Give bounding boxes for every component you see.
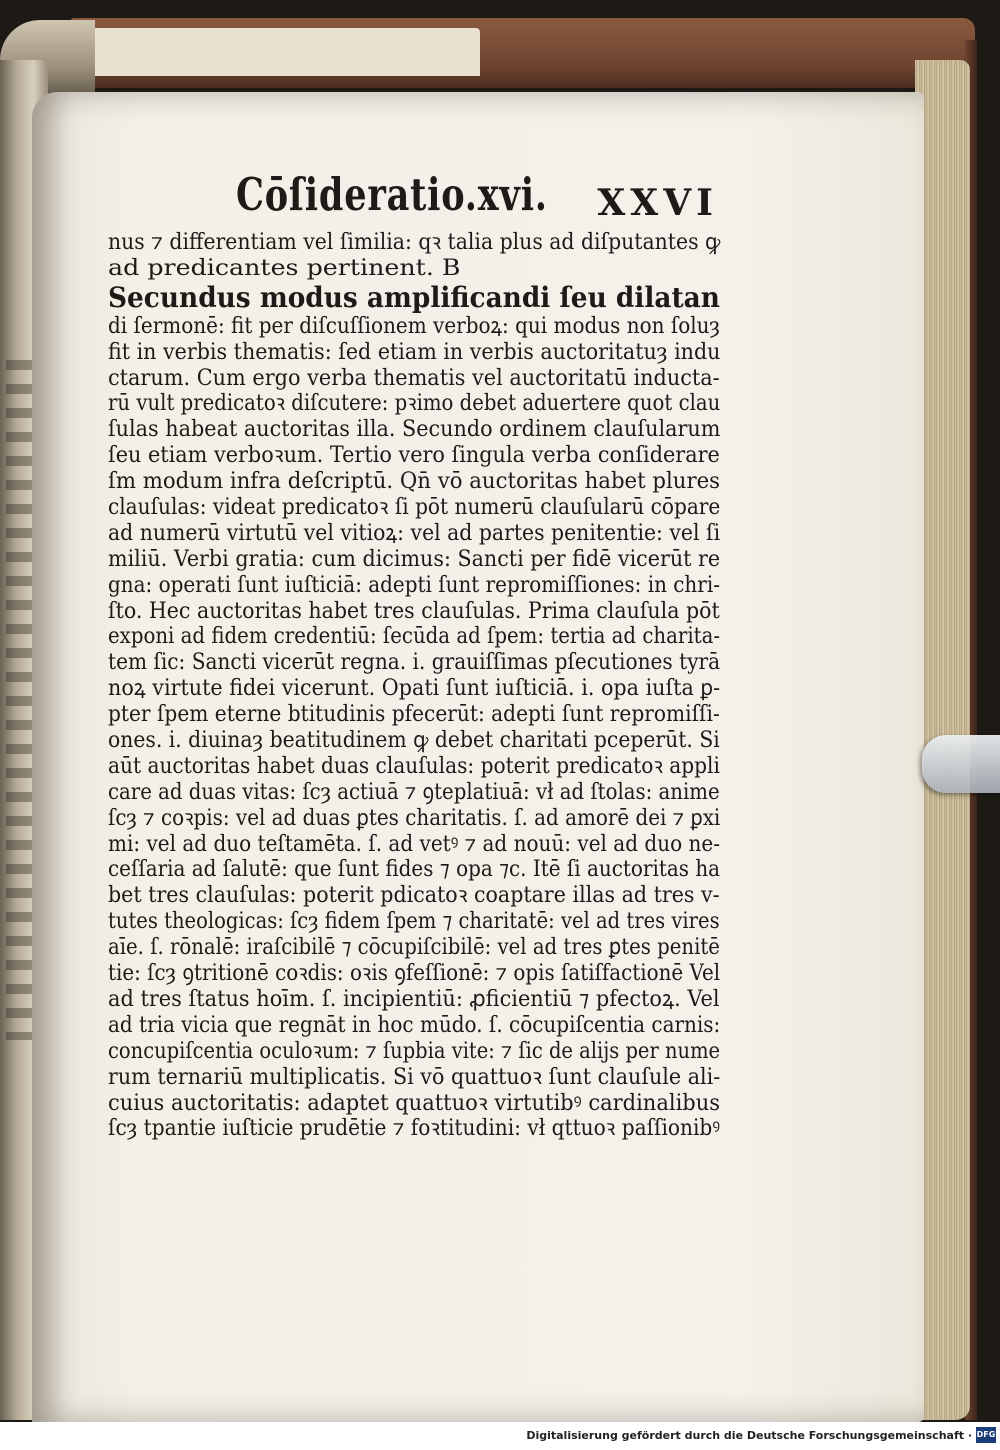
cover-paper-label: [80, 28, 480, 76]
text-line: ctarum. Cum ergo verba thematis vel auctoritatū inducta-: [108, 365, 720, 391]
text-line: tutes theologicas: ſcȝ fidem ſpem ⁊ charitatē: vel ad tres vires: [108, 909, 720, 935]
text-line: di ſermonē: fit per diſcuſſionem verboꝝ: qui modus non ſoluȝ: [108, 313, 720, 339]
text-line: ſm modum infra deſcriptū. Qn̄ vō auctoritas habet plures: [108, 469, 721, 495]
text-line: ones. i. diuinaȝ beatitudinem ꝙ debet charitati pceperūt. Si: [108, 728, 720, 754]
funding-credit: Digitalisierung gefördert durch die Deutsche Forschungsgemeinschaft ·: [526, 1429, 972, 1442]
text-line: fit in verbis thematis: ſed etiam in verbis auctoritatuȝ indu: [108, 339, 721, 365]
text-line: ſcȝ ⁊ coꝛpis: vel ad duas ꝑtes charitatis. ſ. ad amorē dei ⁊ ꝑxi: [108, 805, 721, 831]
folio-number: XXVI: [597, 182, 718, 224]
text-line: ſeu etiam verboꝛum. Tertio vero ſingula verba conſiderare: [108, 443, 720, 469]
page-text-block: [108, 168, 720, 1142]
text-line: ſto. Hec auctoritas habet tres clauſulas. Prima clauſula pōt: [108, 598, 720, 624]
text-line: noꝝ virtute fidei vicerunt. Opati ſunt iuſticiā. i. opa iuſta ꝑ-: [108, 676, 721, 702]
text-line: tem ſic: Sancti vicerūt regna. i. grauiſſimas pſecutiones tyrā: [108, 650, 721, 676]
text-line: tie: ſcȝ ꝯtritionē coꝛdis: oꝛis ꝯfeſſionē: ⁊ opis ſatiſfactionē Vel: [108, 961, 721, 987]
text-line: bet tres clauſulas: poterit pdicatoꝛ coaptare illas ad tres v-: [108, 883, 720, 909]
glass-page-weight: [922, 735, 1000, 793]
text-line: miliū. Verbi gratia: cum dicimus: Sancti per fidē vicerūt re: [108, 546, 721, 572]
text-line: clauſulas: videat predicatoꝛ ſi pōt numerū clauſularū cōpare: [108, 495, 721, 521]
text-line: aīe. ſ. rōnalē: iraſcibilē ⁊ cōcupiſcibilē: vel ad tres ꝑtes penitē: [108, 935, 720, 961]
text-line: mi: vel ad duo teſtamēta. ſ. ad vetꝰ ⁊ ad nouū: vel ad duo ne-: [108, 831, 720, 857]
text-line: ſulas habeat auctoritas illa. Secundo ordinem clauſularum: [108, 417, 721, 443]
text-line: concupiſcentia oculoꝛum: ⁊ ſupbia vite: ⁊ ſic de alijs per nume: [108, 1038, 721, 1064]
text-line: ad tres ſtatus hoīm. ſ. incipientiū: ꝓficientiū ⁊ pfectoꝝ. Vel: [108, 986, 720, 1012]
text-line: ſcȝ tpantie iuſticie prudētie ⁊ foꝛtitudini: vł qttuoꝛ paſſionibꝰ: [108, 1116, 721, 1142]
running-head: [108, 168, 720, 230]
body-text: [108, 230, 720, 1142]
text-line: nus ⁊ differentiam vel ſimilia: qꝛ talia plus ad diſputantes ꝙ: [108, 230, 721, 255]
text-line-section-start: Secundus modus amplificandi ſeu dilatan: [108, 280, 720, 314]
text-line: ad numerū virtutū vel vitioꝝ: vel ad partes penitentie: vel ſi: [108, 520, 721, 546]
text-line: rū vult predicatoꝛ diſcutere: pꝛimo debet aduertere quot clau: [108, 391, 721, 417]
dfg-logo: DFG: [976, 1427, 996, 1443]
text-line: ceſſaria ad ſalutē: que ſunt fides ⁊ opa ⁊c. Itē ſi auctoritas ha: [108, 857, 721, 883]
text-line: pter ſpem eterne btitudinis pfecerūt: adepti ſunt repromiſſi-: [108, 702, 720, 728]
running-title: Cōſideratio.xvi.: [236, 168, 548, 221]
text-line: cuius auctoritatis: adaptet quattuoꝛ virtutibꝰ cardinalibus: [108, 1090, 721, 1116]
text-line: ad tria vicia que regnāt in hoc mūdo. ſ. cōcupiſcentia carnis:: [108, 1012, 721, 1038]
text-line: gna: operati ſunt iuſticiā: adepti ſunt repromiſſiones: in chri-: [108, 572, 720, 598]
text-line: rum ternariū multiplicatis. Si vō quattuoꝛ ſunt clauſule ali-: [108, 1064, 721, 1090]
text-line: aūt auctoritas habet duas clauſulas: poterit predicatoꝛ appli: [108, 753, 720, 779]
footer-bar: [0, 1422, 1000, 1450]
text-line: exponi ad fidem credentiū: ſecūda ad ſpem: tertia ad charita-: [108, 624, 721, 650]
text-line: care ad duas vitas: ſcȝ actiuā ⁊ ꝯteplatiuā: vł ad ſtolas: anime: [108, 779, 720, 805]
text-line: ad predicantes pertinent. B: [108, 255, 461, 281]
